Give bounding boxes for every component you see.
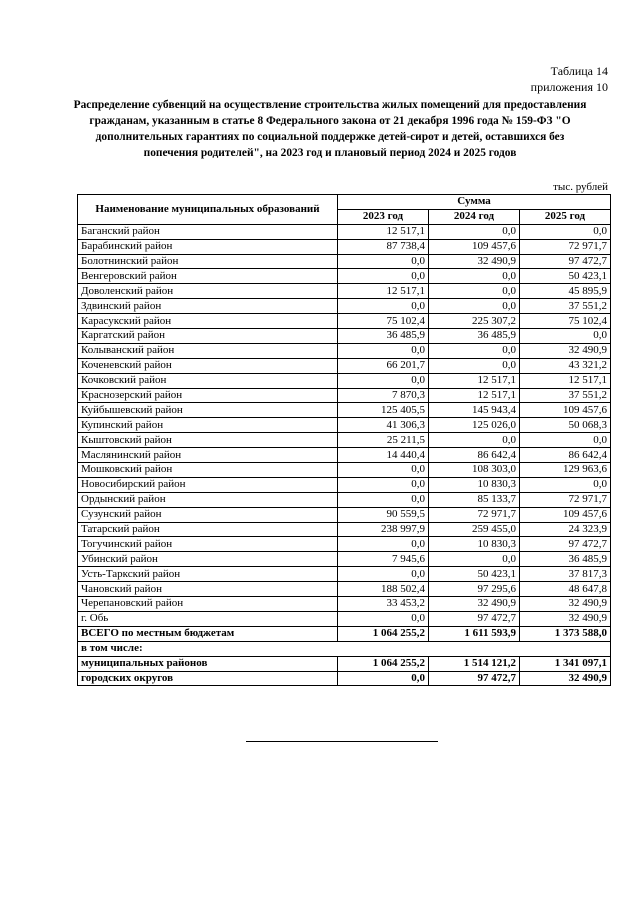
municipality-name: Новосибирский район <box>78 477 338 492</box>
value-2024: 97 472,7 <box>429 671 520 686</box>
table-row <box>78 329 611 344</box>
value-2023: 0,0 <box>338 299 429 314</box>
value-2023: 238 997,9 <box>338 522 429 537</box>
value-2024: 1 514 121,2 <box>429 656 520 671</box>
municipality-name: Болотнинский район <box>78 254 338 269</box>
value-2023: 7 870,3 <box>338 388 429 403</box>
value-2025: 32 490,9 <box>520 611 611 626</box>
units-label: тыс. рублей <box>553 181 608 193</box>
municipality-name: Колыванский район <box>78 343 338 358</box>
value-2023: 0,0 <box>338 373 429 388</box>
value-2024: 10 830,3 <box>429 477 520 492</box>
table-row <box>78 582 611 597</box>
table-row <box>78 507 611 522</box>
municipality-name: Барабинский район <box>78 239 338 254</box>
value-2025: 72 971,7 <box>520 492 611 507</box>
municipality-name: Венгеровский район <box>78 269 338 284</box>
municipality-name: Коченевский район <box>78 358 338 373</box>
value-2024: 72 971,7 <box>429 507 520 522</box>
value-2025: 0,0 <box>520 433 611 448</box>
value-2025: 50 423,1 <box>520 269 611 284</box>
subsidy-table <box>77 194 611 686</box>
table-row <box>78 537 611 552</box>
value-2025: 0,0 <box>520 224 611 239</box>
municipality-name: Ордынский район <box>78 492 338 507</box>
table-row <box>78 254 611 269</box>
value-2023: 125 405,5 <box>338 403 429 418</box>
municipality-name: г. Обь <box>78 611 338 626</box>
municipality-name: Маслянинский район <box>78 448 338 463</box>
table-row <box>78 611 611 626</box>
value-2024: 1 611 593,9 <box>429 626 520 641</box>
table-row <box>78 224 611 239</box>
municipality-name: Карасукский район <box>78 314 338 329</box>
table-header <box>78 195 611 225</box>
municipality-name: Баганский район <box>78 224 338 239</box>
value-2024: 108 303,0 <box>429 463 520 478</box>
value-2023: 12 517,1 <box>338 284 429 299</box>
value-2023: 0,0 <box>338 567 429 582</box>
value-2024: 10 830,3 <box>429 537 520 552</box>
municipality-name: Убинский район <box>78 552 338 567</box>
municipality-name: Здвинский район <box>78 299 338 314</box>
value-2024: 259 455,0 <box>429 522 520 537</box>
value-2023: 0,0 <box>338 269 429 284</box>
value-2024: 12 517,1 <box>429 373 520 388</box>
value-2024: 32 490,9 <box>429 597 520 612</box>
value-2024: 109 457,6 <box>429 239 520 254</box>
value-2025: 97 472,7 <box>520 254 611 269</box>
municipality-name: Куйбышевский район <box>78 403 338 418</box>
value-2023: 12 517,1 <box>338 224 429 239</box>
value-2024: 97 295,6 <box>429 582 520 597</box>
value-2023: 0,0 <box>338 463 429 478</box>
municipality-name: Доволенский район <box>78 284 338 299</box>
value-2023: 0,0 <box>338 343 429 358</box>
table-row <box>78 239 611 254</box>
value-2024: 85 133,7 <box>429 492 520 507</box>
municipality-name: Купинский район <box>78 418 338 433</box>
including-row <box>78 641 611 656</box>
value-2025: 32 490,9 <box>520 597 611 612</box>
table-row <box>78 284 611 299</box>
municipality-name: Усть-Таркский район <box>78 567 338 582</box>
value-2025: 45 895,9 <box>520 284 611 299</box>
value-2025: 109 457,6 <box>520 507 611 522</box>
year-2024-header: 2024 год <box>429 209 520 224</box>
value-2024: 145 943,4 <box>429 403 520 418</box>
section-label: в том числе: <box>78 641 611 656</box>
municipality-name: Мошковский район <box>78 463 338 478</box>
sum-column-header: Сумма <box>338 195 611 210</box>
value-2024: 0,0 <box>429 284 520 299</box>
value-2023: 0,0 <box>338 492 429 507</box>
municipality-name: ВСЕГО по местным бюджетам <box>78 626 338 641</box>
value-2025: 37 817,3 <box>520 567 611 582</box>
municipality-name: Сузунский район <box>78 507 338 522</box>
year-2023-header: 2023 год <box>338 209 429 224</box>
table-number: Таблица 14 <box>550 64 608 78</box>
value-2024: 125 026,0 <box>429 418 520 433</box>
table-row <box>78 299 611 314</box>
table-row <box>78 477 611 492</box>
value-2023: 75 102,4 <box>338 314 429 329</box>
value-2023: 36 485,9 <box>338 329 429 344</box>
value-2023: 0,0 <box>338 611 429 626</box>
table-body <box>78 224 611 686</box>
table-row <box>78 522 611 537</box>
table-row <box>78 597 611 612</box>
table-row <box>78 448 611 463</box>
value-2025: 97 472,7 <box>520 537 611 552</box>
value-2023: 188 502,4 <box>338 582 429 597</box>
municipality-name: Тогучинский район <box>78 537 338 552</box>
municipality-name: Чановский район <box>78 582 338 597</box>
value-2024: 0,0 <box>429 269 520 284</box>
table-row <box>78 343 611 358</box>
value-2023: 25 211,5 <box>338 433 429 448</box>
value-2025: 24 323,9 <box>520 522 611 537</box>
value-2025: 0,0 <box>520 329 611 344</box>
value-2025: 12 517,1 <box>520 373 611 388</box>
appendix-reference: приложения 10 <box>530 80 608 94</box>
value-2025: 37 551,2 <box>520 388 611 403</box>
municipality-name: Кочковский район <box>78 373 338 388</box>
value-2025: 50 068,3 <box>520 418 611 433</box>
table-row <box>78 403 611 418</box>
value-2025: 37 551,2 <box>520 299 611 314</box>
value-2024: 0,0 <box>429 433 520 448</box>
value-2025: 86 642,4 <box>520 448 611 463</box>
document-title: Распределение субвенций на осуществление строительства жилых помещений для предоставления гражданам, указанным в статье 8 Федерального закона от 21 декабря 1996 года № 159-ФЗ "О дополнительных гарантиях по социальной поддержке детей-сирот и детей, оставшихся без попечения родителей", на 2023 год и плановый период 2024 и 2025 годов <box>73 99 587 159</box>
table-row <box>78 492 611 507</box>
table-row <box>78 567 611 582</box>
value-2024: 36 485,9 <box>429 329 520 344</box>
table-row <box>78 388 611 403</box>
value-2025: 109 457,6 <box>520 403 611 418</box>
value-2023: 0,0 <box>338 254 429 269</box>
total-row <box>78 626 611 641</box>
municipality-name: муниципальных районов <box>78 656 338 671</box>
value-2025: 0,0 <box>520 477 611 492</box>
value-2024: 0,0 <box>429 224 520 239</box>
value-2024: 12 517,1 <box>429 388 520 403</box>
value-2025: 32 490,9 <box>520 671 611 686</box>
value-2025: 1 341 097,1 <box>520 656 611 671</box>
value-2023: 41 306,3 <box>338 418 429 433</box>
value-2023: 1 064 255,2 <box>338 656 429 671</box>
value-2023: 0,0 <box>338 477 429 492</box>
subtotal-row <box>78 656 611 671</box>
value-2025: 75 102,4 <box>520 314 611 329</box>
value-2023: 90 559,5 <box>338 507 429 522</box>
value-2025: 48 647,8 <box>520 582 611 597</box>
municipality-name: городских округов <box>78 671 338 686</box>
value-2024: 0,0 <box>429 343 520 358</box>
value-2023: 66 201,7 <box>338 358 429 373</box>
value-2024: 50 423,1 <box>429 567 520 582</box>
year-2025-header: 2025 год <box>520 209 611 224</box>
value-2024: 86 642,4 <box>429 448 520 463</box>
value-2023: 0,0 <box>338 671 429 686</box>
municipality-name: Каргатский район <box>78 329 338 344</box>
table-row <box>78 418 611 433</box>
value-2023: 1 064 255,2 <box>338 626 429 641</box>
value-2025: 72 971,7 <box>520 239 611 254</box>
table-row <box>78 433 611 448</box>
value-2025: 36 485,9 <box>520 552 611 567</box>
value-2025: 32 490,9 <box>520 343 611 358</box>
municipality-column-header: Наименование муниципальных образований <box>78 195 338 225</box>
municipality-name: Кыштовский район <box>78 433 338 448</box>
value-2025: 1 373 588,0 <box>520 626 611 641</box>
table-row <box>78 269 611 284</box>
value-2025: 43 321,2 <box>520 358 611 373</box>
value-2023: 0,0 <box>338 537 429 552</box>
value-2024: 0,0 <box>429 299 520 314</box>
value-2024: 225 307,2 <box>429 314 520 329</box>
subtotal-row <box>78 671 611 686</box>
value-2024: 97 472,7 <box>429 611 520 626</box>
municipality-name: Краснозерский район <box>78 388 338 403</box>
municipality-name: Черепановский район <box>78 597 338 612</box>
value-2023: 33 453,2 <box>338 597 429 612</box>
value-2024: 32 490,9 <box>429 254 520 269</box>
value-2024: 0,0 <box>429 552 520 567</box>
closing-rule <box>246 741 438 742</box>
table-row <box>78 463 611 478</box>
value-2023: 7 945,6 <box>338 552 429 567</box>
table-row <box>78 314 611 329</box>
table-row <box>78 358 611 373</box>
value-2025: 129 963,6 <box>520 463 611 478</box>
value-2023: 14 440,4 <box>338 448 429 463</box>
table-row <box>78 373 611 388</box>
value-2023: 87 738,4 <box>338 239 429 254</box>
table-row <box>78 552 611 567</box>
municipality-name: Татарский район <box>78 522 338 537</box>
value-2024: 0,0 <box>429 358 520 373</box>
